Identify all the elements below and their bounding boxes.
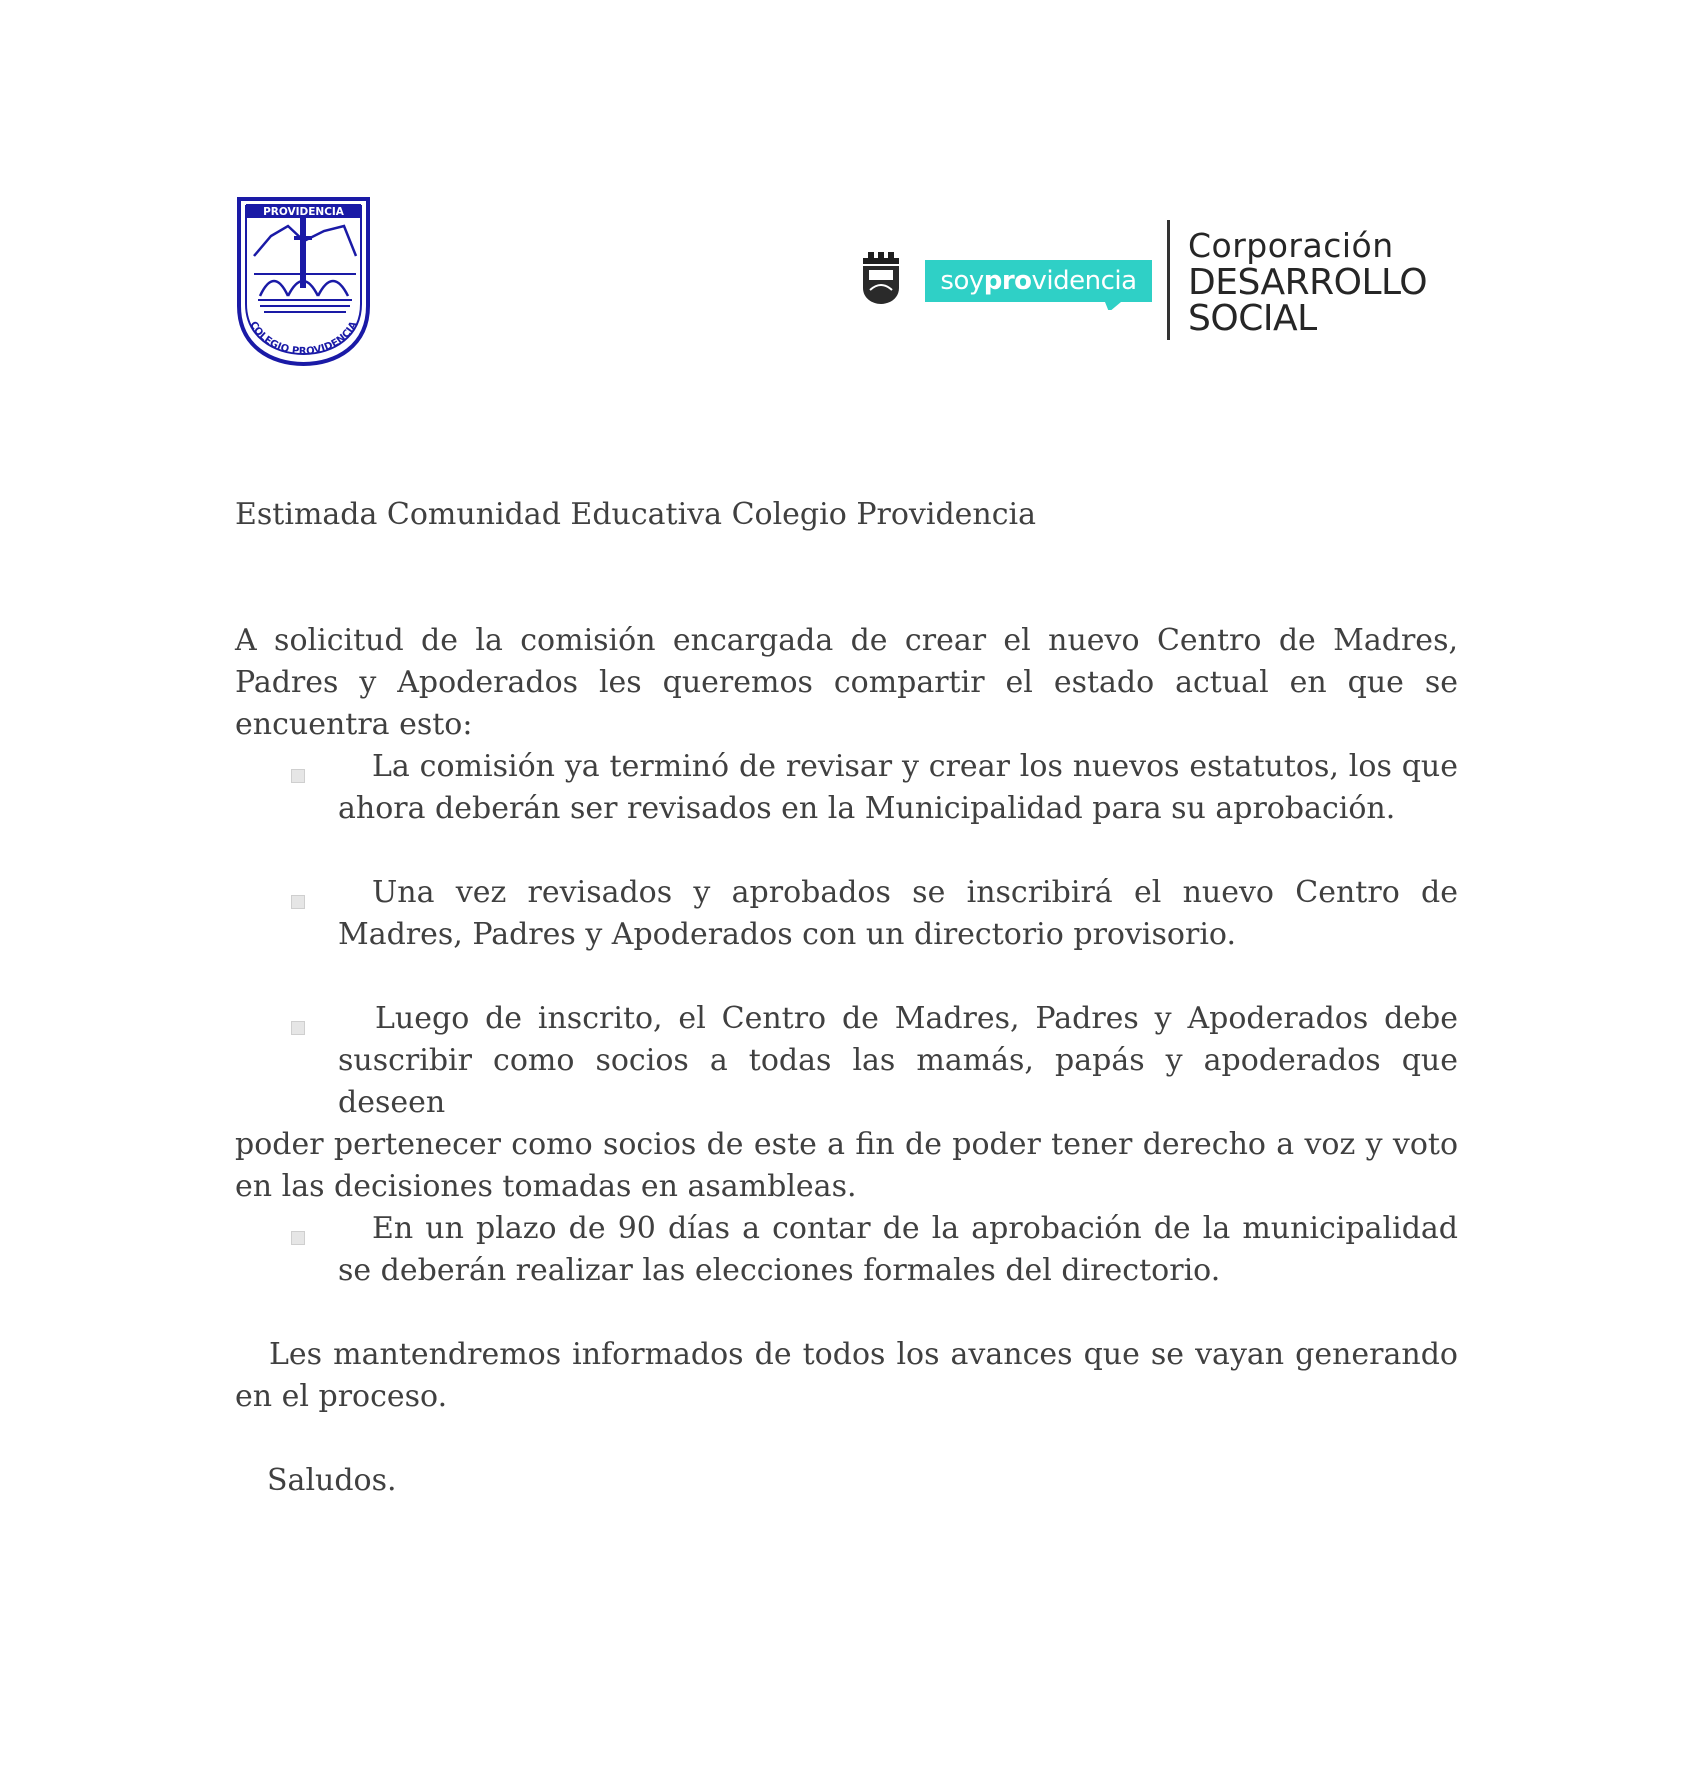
corporacion-label: Corporación [1188,226,1394,265]
municipal-crest-icon [860,252,902,306]
svg-text:COLEGIO PROVIDENCIA: COLEGIO PROVIDENCIA [247,319,360,358]
svg-text:PROVIDENCIA: PROVIDENCIA [263,206,344,218]
list-item: La comisión ya terminó de revisar y crear los nuevos estatutos, los que ahora deberán ser revisados en la Municipalidad para su aprobación. [338,749,1458,826]
soyprovidencia-badge [925,260,1152,310]
list-item: Una vez revisados y aprobados se inscribirá el nuevo Centro de Madres, Padres y Apoderados con un directorio provisorio. [338,875,1458,952]
colegio-providencia-logo [236,196,371,366]
list-item-line: Luego de inscrito, el Centro de Madres, Padres y Apoderados debe [375,1001,1458,1036]
letter-greeting: Estimada Comunidad Educativa Colegio Providencia [235,497,1037,532]
desarrollo-label: DESARROLLO [1188,262,1428,303]
list-item: En un plazo de 90 días a contar de la aprobación de la municipalidad se deberán realizar las elecciones formales del directorio. [338,1211,1458,1288]
brand-logos [860,220,1428,342]
list-item [235,998,1458,1208]
soyprovidencia-wordmark: soyprovidencia [940,266,1137,296]
letter-signoff: Saludos. [267,1463,397,1498]
letter-intro: A solicitud de la comisión encargada de crear el nuevo Centro de Madres, Padres y Apoderados les queremos compartir el estado actual en que se encuentra esto: [235,623,1458,742]
social-label: SOCIAL [1188,298,1317,339]
letter-closing: Les mantendremos informados de todos los avances que se vayan generando en el proceso. [235,1337,1458,1414]
list-item-text: poder pertenecer como socios de este a fin de poder tener derecho a voz y voto en las decisiones tomadas en asambleas. [235,1127,1458,1204]
list-item-line: suscribir como socios a todas las mamás, papás y apoderados que deseen [338,1043,1458,1120]
brand-divider [1167,220,1170,340]
